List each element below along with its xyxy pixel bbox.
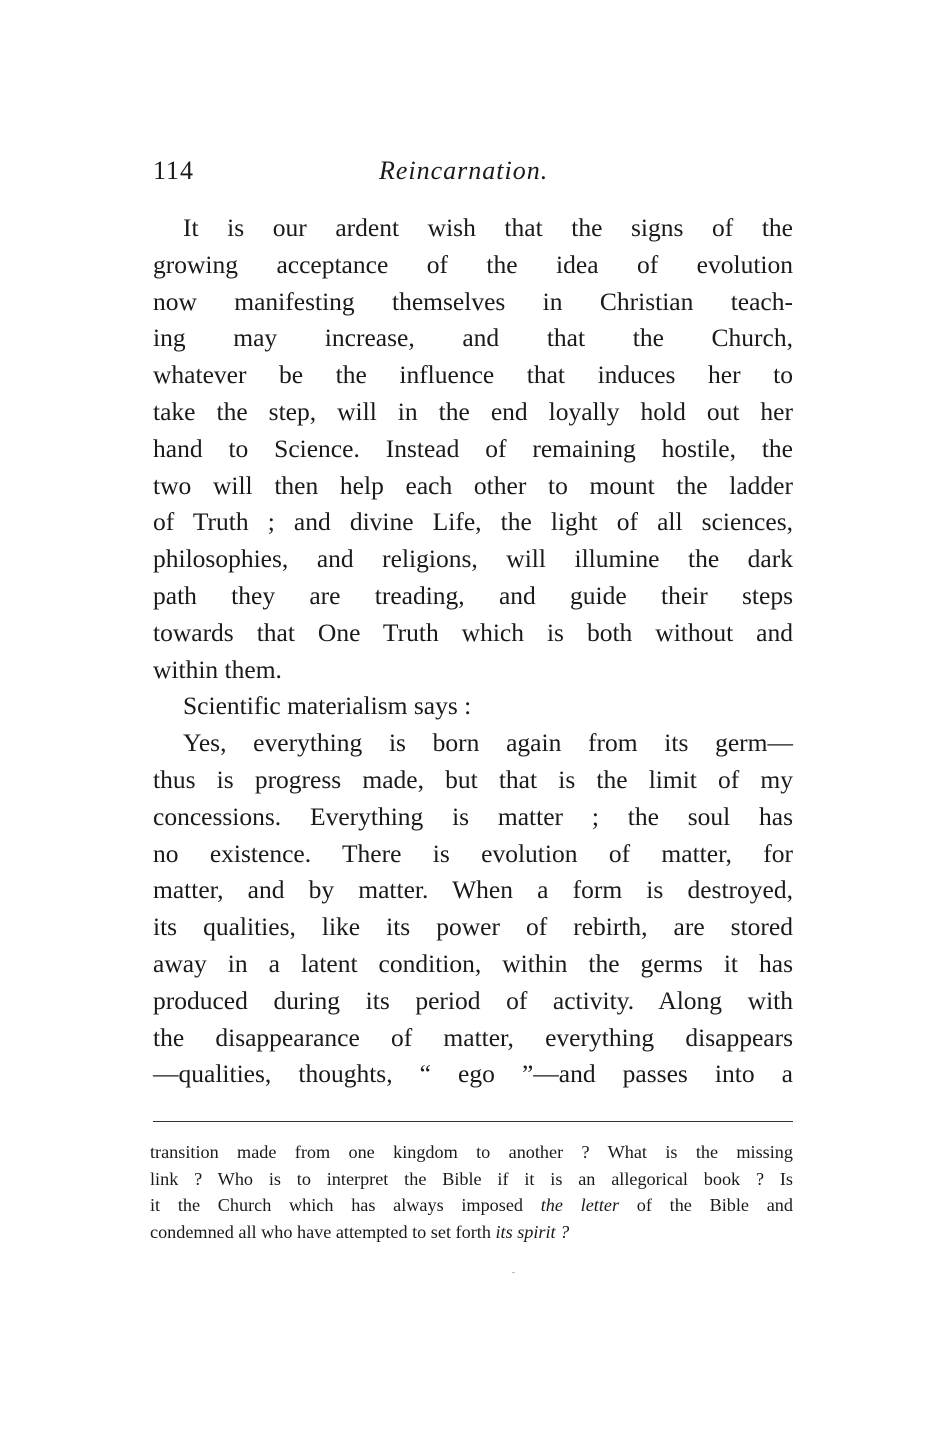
- page-number: 114: [153, 156, 195, 185]
- footnote-line: [150, 1192, 793, 1219]
- running-title: Reincarnation.: [379, 156, 549, 185]
- text-line: It is our ardent wish that the signs of the: [183, 213, 793, 242]
- text-line: Yes, everything is born again from its germ—: [183, 728, 793, 758]
- text-line: within them.: [153, 654, 282, 684]
- text-line: —qualities, thoughts, “ ego ”—and passes into a: [153, 1059, 793, 1089]
- text-line: growing acceptance of the idea of evolution: [153, 249, 793, 279]
- text-line: away in a latent condition, within the germs it has: [153, 948, 793, 978]
- text-line: philosophies, and religions, will illumine the dark: [153, 544, 793, 574]
- body-text: [153, 210, 793, 1093]
- footnote-text: condemned all who have attempted to set forth: [150, 1221, 496, 1242]
- text-line: hand to Science. Instead of remaining hostile, the: [153, 433, 793, 463]
- footnote: [150, 1139, 793, 1245]
- text-line: now manifesting themselves in Christian teach-: [153, 286, 793, 316]
- text-line: towards that One Truth which is both without and: [153, 617, 793, 647]
- text-line: thus is progress made, but that is the limit of my: [153, 764, 793, 794]
- footnote-line: transition made from one kingdom to another ? What is the missing: [150, 1142, 793, 1162]
- footnote-text: of the Bible and: [619, 1195, 793, 1215]
- text-line: no existence. There is evolution of matter, for: [153, 838, 793, 868]
- text-line: path they are treading, and guide their steps: [153, 580, 793, 610]
- text-line: ing may increase, and that the Church,: [153, 323, 793, 353]
- footnote-rule: [153, 1121, 793, 1122]
- text-line: its qualities, like its power of rebirth, are stored: [153, 912, 793, 942]
- text-line: the disappearance of matter, everything disappears: [153, 1022, 793, 1052]
- text-line: of Truth ; and divine Life, the light of all sciences,: [153, 507, 793, 537]
- footnote-emphasis: the letter: [540, 1195, 620, 1215]
- text-line: Scientific materialism says :: [183, 691, 472, 721]
- footnote-emphasis: its spirit ?: [495, 1221, 570, 1242]
- page-header: [153, 156, 793, 196]
- text-line: two will then help each other to mount the ladder: [153, 470, 793, 500]
- footnote-line: link ? Who is to interpret the Bible if it is an allegorical book ? Is: [150, 1168, 793, 1189]
- text-line: take the step, will in the end loyally hold out her: [153, 396, 793, 426]
- footnote-line: [150, 1219, 793, 1246]
- text-line: concessions. Everything is matter ; the soul has: [153, 801, 793, 831]
- text-line: matter, and by matter. When a form is destroyed,: [153, 875, 793, 905]
- text-line: whatever be the influence that induces her to: [153, 360, 793, 390]
- paper-speck: [512, 1272, 515, 1273]
- text-line: produced during its period of activity. Along with: [153, 985, 793, 1015]
- footnote-text: it the Church which has always imposed: [150, 1195, 541, 1215]
